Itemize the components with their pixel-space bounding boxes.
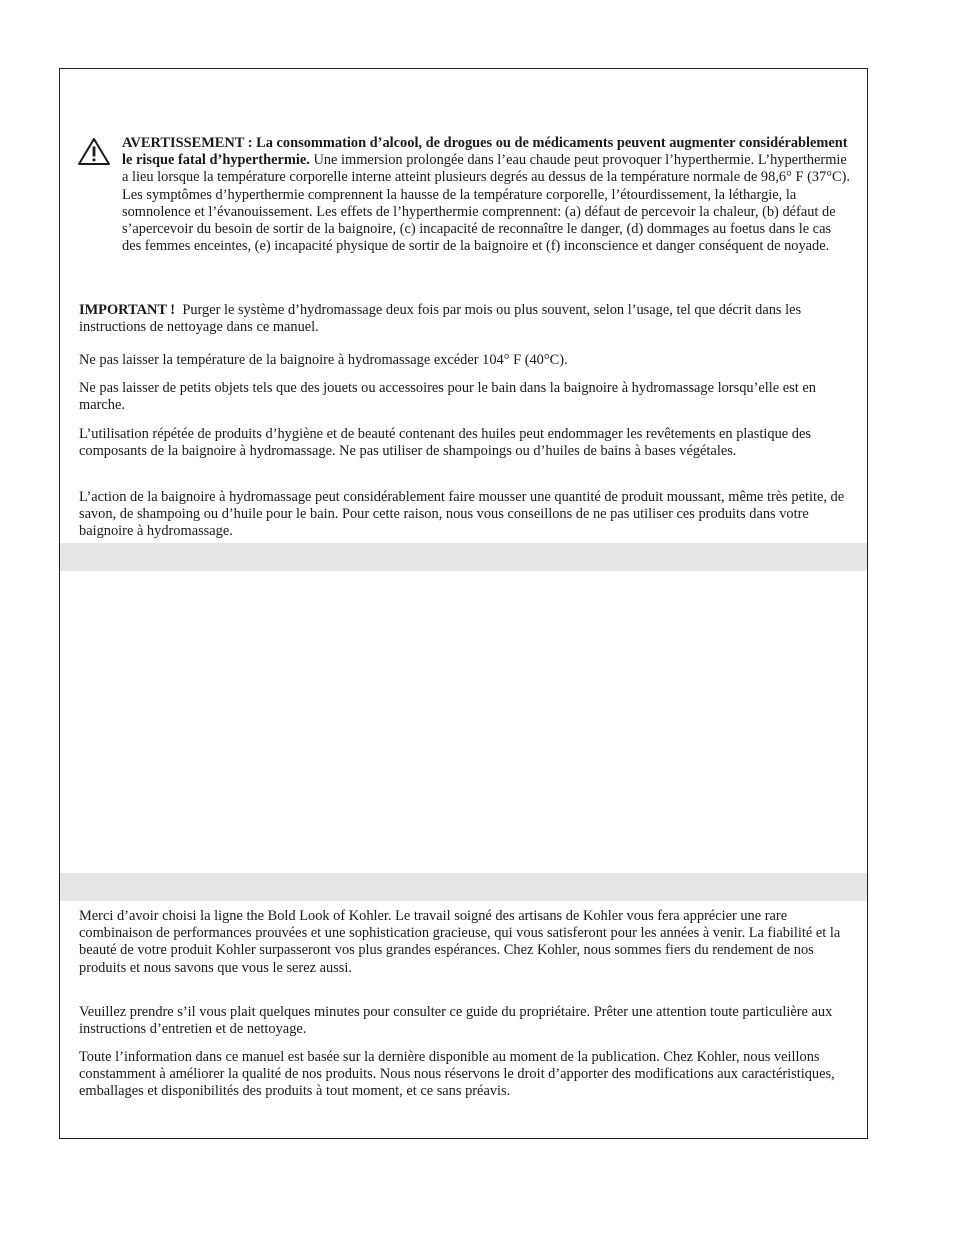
warning-label: AVERTISSEMENT : bbox=[122, 135, 253, 151]
intro-paragraph: Veuillez prendre s’il vous plait quelques minutes pour consulter ce guide du propriétaire. Prêter une attention toute particulière aux instructions d’entretien et de nettoyage. bbox=[79, 1004, 833, 1038]
warning-text: Une immersion prolongée dans l’eau chaude peut provoquer l’hyperthermie. L’hyperthermie a lieu lorsque la température corporelle interne atteint plusieurs degrés au dessus de la température normale de 98,6° F (37°C). Les symptômes d’hyperthermie comprennent la hausse de la température corporelle, l’étourdissement, la léthargie, la somnolence et l’évanouissement. Les effets de l’hyperthermie comprennent: (a) défaut de percevoir la chaleur, (b) défaut de s’apercevoir du besoin de sortir de la baignoire, (c) incapacité de reconnaître le danger, (d) dommages au foetus dans le cas des femmes enceintes, (e) incapacité physique de sortir de la baignoire et (f) inconscience et danger conséquent de noyade. bbox=[122, 152, 850, 255]
intro-paragraph: Merci d’avoir choisi la ligne the Bold Look of Kohler. Le travail soigné des artisans de Kohler vous fera apprécier une rare combinaison de performances prouvées et une sophistication gracieuse, qui vous satisferont pour les années à venir. La fiabilité et la beauté de votre produit Kohler surpasseront vos plus grandes espérances. Chez Kohler, nous sommes fiers du rendement de nos produits et nous savons que vous le serez aussi. bbox=[79, 908, 841, 976]
important-paragraph bbox=[79, 302, 851, 336]
section-band bbox=[60, 543, 867, 571]
important-text: Purger le système d’hydromassage deux fois par mois ou plus souvent, selon l’usage, tel que décrit dans les instructions de nettoyage dans ce manuel. bbox=[79, 302, 802, 336]
safety-paragraph: Ne pas laisser la température de la baignoire à hydromassage excéder 104° F (40°C). bbox=[79, 352, 568, 368]
warning-paragraph bbox=[122, 135, 852, 255]
important-label: IMPORTANT ! bbox=[79, 302, 176, 318]
section-band bbox=[60, 873, 867, 901]
safety-paragraph: L’utilisation répétée de produits d’hygiène et de beauté contenant des huiles peut endommager les revêtements en plastique des composants de la baignoire à hydromassage. Ne pas utiliser de shampoings ou d’huiles de bains à bases végétales. bbox=[79, 426, 811, 460]
warning-triangle-icon bbox=[77, 137, 111, 167]
intro-paragraph: Toute l’information dans ce manuel est basée sur la dernière disponible au moment de la publication. Chez Kohler, nous veillons constamment à améliorer la qualité de nos produits. Nous nous réservons le droit d’apporter des modifications aux caractéristiques, emballages et disponibilités des produits à tout moment, et ce sans préavis. bbox=[79, 1049, 835, 1100]
warning-bold-text: La consommation d’alcool, de drogues ou de médicaments peuvent augmenter considérablement le risque fatal d’hyperthermie. bbox=[122, 135, 848, 169]
safety-paragraph: L’action de la baignoire à hydromassage peut considérablement faire mousser une quantité de produit moussant, même très petite, de savon, de shampoing ou d’huile pour le bain. Pour cette raison, nous vous conseillons de ne pas utiliser ces produits dans votre baignoire à hydromassage. bbox=[79, 489, 845, 540]
safety-paragraph: Ne pas laisser de petits objets tels que des jouets ou accessoires pour le bain dans la baignoire à hydromassage lorsqu’elle est en marche. bbox=[79, 380, 816, 414]
